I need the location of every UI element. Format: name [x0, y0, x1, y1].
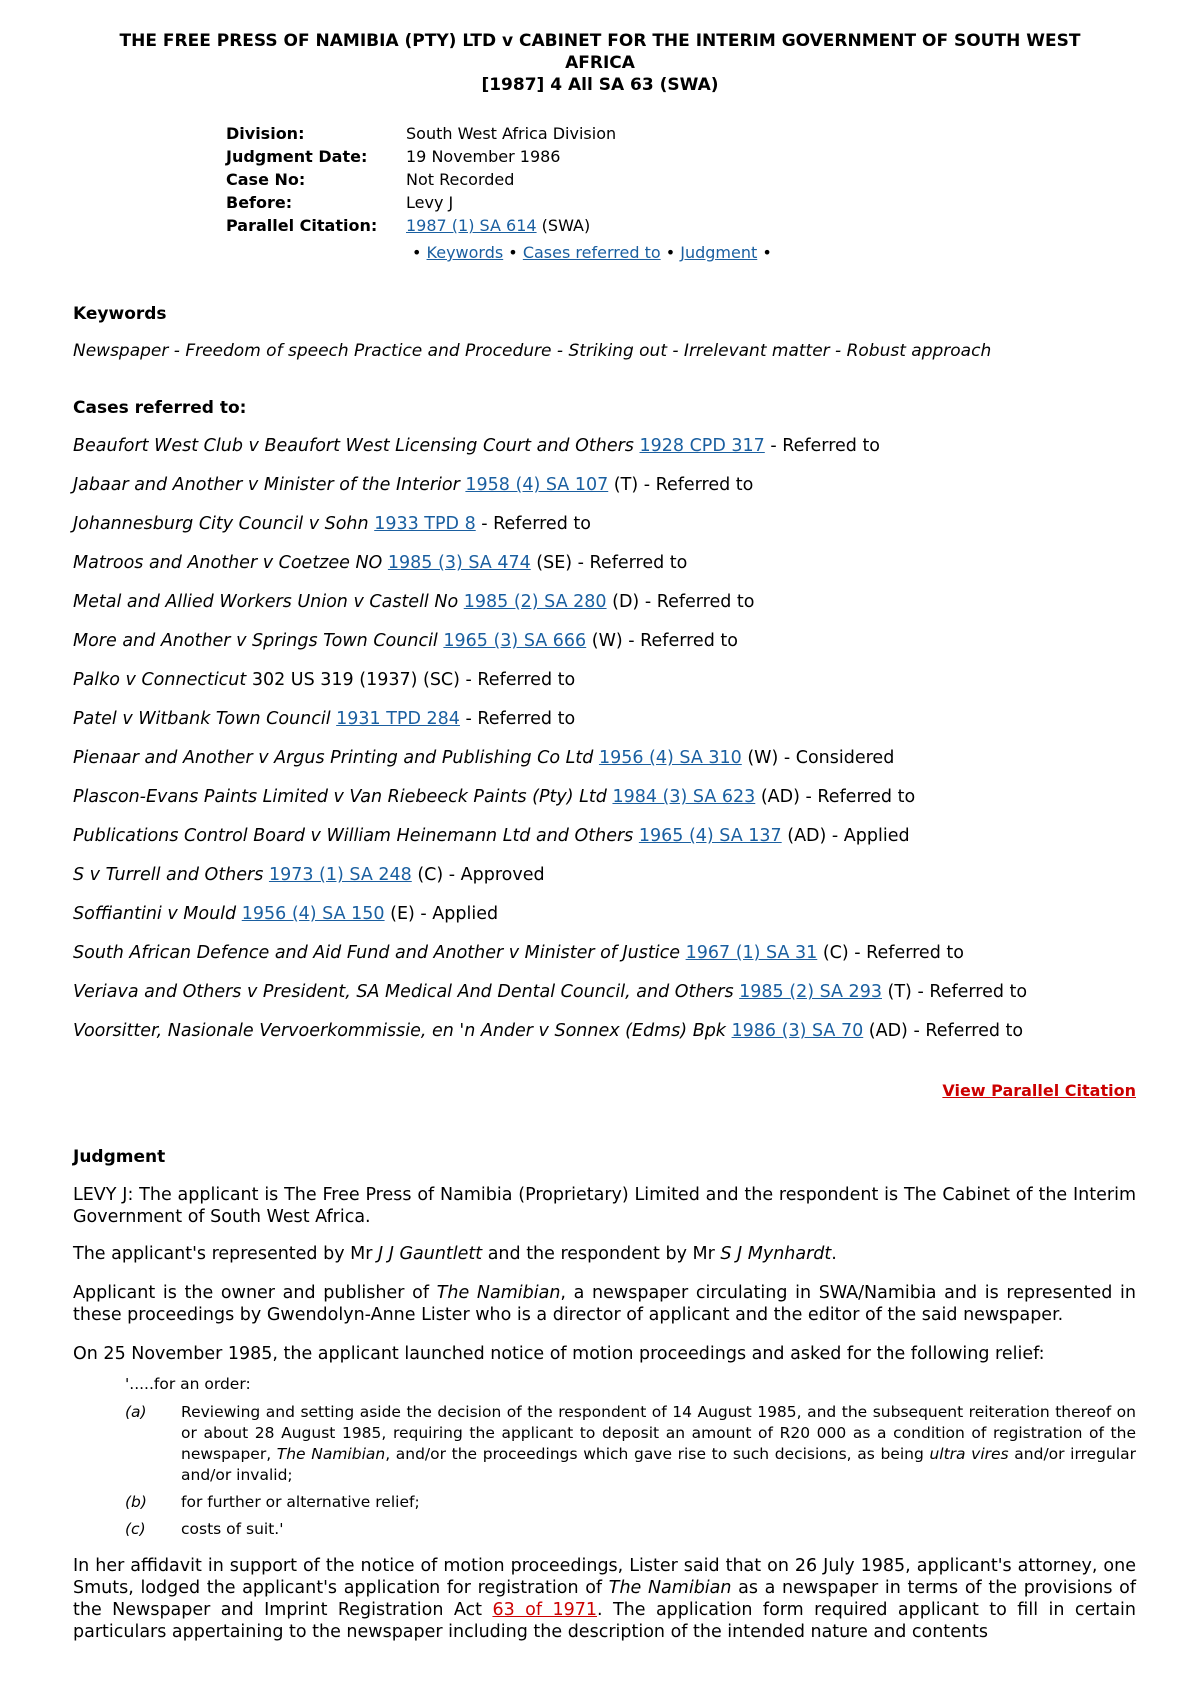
case-citation-link[interactable]: 1984 (3) SA 623	[612, 787, 756, 807]
case-item: Metal and Allied Workers Union v Castell No 1985 (2) SA 280 (D) - Referred to	[73, 592, 755, 612]
judgment-paragraph-1: LEVY J: The applicant is The Free Press of Namibia (Proprietary) Limited and the respondent is The Cabinet of the Interim Government of South West Africa.	[73, 1185, 1136, 1227]
case-item: South African Defence and Aid Fund and Another v Minister of Justice 1967 (1) SA 31 (C) - Referred to	[73, 943, 964, 963]
case-citation-link[interactable]: 1958 (4) SA 107	[465, 475, 609, 495]
case-item: Pienaar and Another v Argus Printing and Publishing Co Ltd 1956 (4) SA 310 (W) - Considered	[73, 748, 895, 768]
case-citation-link[interactable]: 1965 (3) SA 666	[443, 631, 587, 651]
meta-case-no: Case No: Not Recorded	[226, 170, 515, 189]
judgment-paragraph-3: Applicant is the owner and publisher of The Namibian, a newspaper circulating in SWA/Namibia and is represented in these proceedings by Gwendolyn-Anne Lister who is a director of applicant and the editor of the said newspaper.	[73, 1283, 1136, 1325]
case-item: Matroos and Another v Coetzee NO 1985 (3) SA 474 (SE) - Referred to	[73, 553, 688, 573]
quote-intro: '.....for an order:	[125, 1375, 251, 1393]
case-citation-link[interactable]: 1956 (4) SA 150	[241, 904, 385, 924]
case-citation-link[interactable]: 1985 (2) SA 280	[463, 592, 607, 612]
case-citation-link[interactable]: 1931 TPD 284	[336, 709, 460, 729]
nav-cases-link[interactable]: Cases referred to	[522, 243, 661, 262]
relief-item-b: (b) for further or alternative relief;	[125, 1493, 420, 1511]
case-citation-link[interactable]: 1965 (4) SA 137	[638, 826, 782, 846]
judgment-paragraph-2: The applicant's represented by Mr J J Gauntlett and the respondent by Mr S J Mynhardt.	[73, 1244, 837, 1264]
case-citation-link[interactable]: 1933 TPD 8	[374, 514, 476, 534]
nav-keywords-link[interactable]: Keywords	[426, 243, 504, 262]
meta-parallel-citation: Parallel Citation: 1987 (1) SA 614 (SWA)	[226, 216, 591, 235]
keywords-text: Newspaper - Freedom of speech Practice and Procedure - Striking out - Irrelevant matter - Robust approach	[73, 341, 992, 361]
case-citation-link[interactable]: 1928 CPD 317	[639, 436, 765, 456]
case-citation: [1987] 4 All SA 63 (SWA)	[481, 75, 719, 95]
case-item: S v Turrell and Others 1973 (1) SA 248 (C) - Approved	[73, 865, 545, 885]
case-item: Beaufort West Club v Beaufort West Licensing Court and Others 1928 CPD 317 - Referred to	[73, 436, 881, 456]
section-nav: • Keywords • Cases referred to • Judgment •	[412, 243, 772, 262]
judgment-paragraph-4: On 25 November 1985, the applicant launched notice of motion proceedings and asked for the following relief:	[73, 1344, 1045, 1364]
statute-link[interactable]: 63 of 1971	[492, 1600, 597, 1620]
meta-before: Before: Levy J	[226, 193, 454, 212]
case-item: Voorsitter, Nasionale Vervoerkommissie, en 'n Ander v Sonnex (Edms) Bpk 1986 (3) SA 70 (AD) - Referred to	[73, 1021, 1024, 1041]
case-citation-link[interactable]: 1967 (1) SA 31	[685, 943, 818, 963]
case-citation-link[interactable]: 1956 (4) SA 310	[598, 748, 742, 768]
judgment-paragraph-5: In her affidavit in support of the notice of motion proceedings, Lister said that on 26 July 1985, applicant's attorney, one Smuts, lodged the applicant's application for registration of The Namibian as a newspaper in terms of the provisions of the Newspaper and Imprint Registration Act 63 of 1971. The application form required applicant to fill in certain particulars appertaining to the newspaper including the description of the intended nature and contents	[73, 1556, 1136, 1642]
case-item: Palko v Connecticut 302 US 319 (1937) (SC) - Referred to	[73, 670, 576, 690]
cases-heading: Cases referred to:	[73, 398, 247, 418]
cases-section	[73, 398, 1136, 418]
case-item: Johannesburg City Council v Sohn 1933 TPD 8 - Referred to	[73, 514, 591, 534]
case-metadata	[226, 122, 616, 237]
document-header	[70, 30, 1130, 96]
case-title-line1: THE FREE PRESS OF NAMIBIA (PTY) LTD v CABINET FOR THE INTERIM GOVERNMENT OF SOUTH WEST	[119, 31, 1081, 51]
judgment-heading: Judgment	[73, 1147, 166, 1167]
case-item: Plascon-Evans Paints Limited v Van Riebeeck Paints (Pty) Ltd 1984 (3) SA 623 (AD) - Referred to	[73, 787, 916, 807]
case-citation-link[interactable]: 1986 (3) SA 70	[731, 1021, 864, 1041]
case-item: Veriava and Others v President, SA Medical And Dental Council, and Others 1985 (2) SA 293 (T) - Referred to	[73, 982, 1028, 1002]
keywords-heading: Keywords	[73, 304, 167, 324]
relief-item-a: (a) Reviewing and setting aside the decision of the respondent of 14 August 1985, and the subsequent reiteration thereof on or about 28 August 1985, requiring the applicant to deposit an amount of R20 000 as a condition of registration of the newspaper, The Namibian, and/or the proceedings which gave rise to such decisions, as being ultra vires and/or irregular and/or invalid;	[125, 1403, 1136, 1484]
meta-division: Division: South West Africa Division	[226, 124, 617, 143]
case-item: Publications Control Board v William Heinemann Ltd and Others 1965 (4) SA 137 (AD) - Applied	[73, 826, 910, 846]
case-citation-link[interactable]: 1973 (1) SA 248	[268, 865, 412, 885]
case-item: More and Another v Springs Town Council 1965 (3) SA 666 (W) - Referred to	[73, 631, 738, 651]
case-citation-link[interactable]: 1985 (2) SA 293	[739, 982, 882, 1002]
case-item: Patel v Witbank Town Council 1931 TPD 284 - Referred to	[73, 709, 576, 729]
view-parallel-citation-link[interactable]: View Parallel Citation	[942, 1081, 1136, 1100]
case-item: Soffiantini v Mould 1956 (4) SA 150 (E) - Applied	[73, 904, 499, 924]
parallel-citation-link[interactable]: 1987 (1) SA 614	[406, 216, 537, 235]
case-item: Jabaar and Another v Minister of the Interior 1958 (4) SA 107 (T) - Referred to	[73, 475, 754, 495]
case-title-line2: AFRICA	[565, 53, 635, 73]
judgment-section	[73, 1147, 1136, 1167]
case-citation-link[interactable]: 1985 (3) SA 474	[387, 553, 531, 573]
nav-judgment-link[interactable]: Judgment	[680, 243, 758, 262]
keywords-section	[73, 304, 1136, 324]
meta-judgment-date: Judgment Date: 19 November 1986	[226, 147, 561, 166]
relief-item-c: (c) costs of suit.'	[125, 1520, 284, 1538]
